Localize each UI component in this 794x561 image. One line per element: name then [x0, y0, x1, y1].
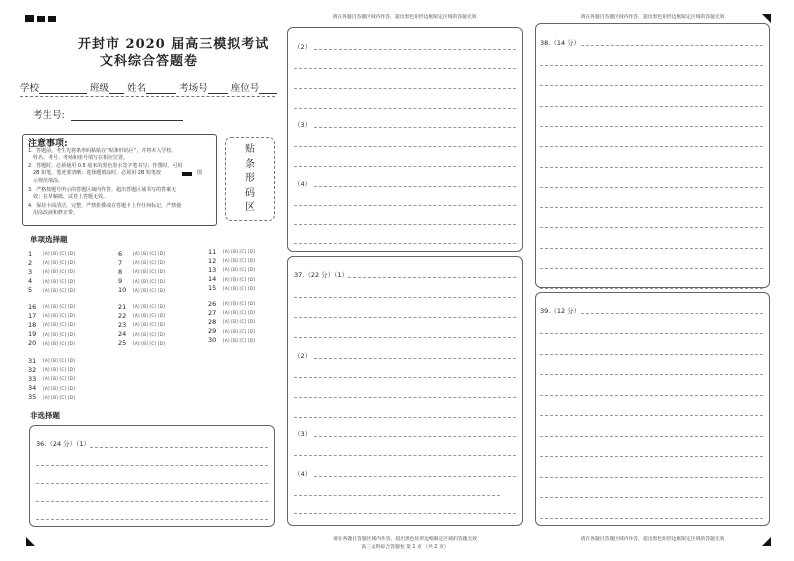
mc-question-row[interactable] — [208, 308, 255, 317]
mc-answer-options[interactable]: [A] [B] [C] [D] — [223, 328, 255, 334]
column3-header-note: 请在各题目答题区域内作答，超出黑色矩形边框限定区域的答题无效 — [580, 15, 725, 20]
answer-line — [540, 65, 763, 66]
barcode-label-char: 条 — [245, 158, 255, 170]
alignment-marker-3 — [48, 16, 56, 22]
mc-question-row[interactable] — [208, 327, 255, 336]
school-label: 学校 — [20, 83, 40, 94]
mc-question-number: 18 — [28, 320, 37, 329]
mc-question-number: 30 — [208, 336, 217, 345]
mc-answer-options[interactable]: [A] [B] [C] [D] — [43, 358, 75, 363]
answer-line — [36, 519, 268, 520]
page-number: 高三文科综合答题卷 第 1 页 （共 2 页） — [361, 545, 449, 550]
answer-line — [540, 106, 763, 107]
mc-question-row[interactable] — [28, 311, 75, 320]
exam-number-label: 考生号: — [33, 110, 65, 121]
name-label: 姓名 — [127, 83, 147, 94]
mc-question-row[interactable] — [28, 339, 75, 348]
mc-question-number: 20 — [28, 339, 37, 348]
answer-line — [294, 377, 516, 378]
answer-line — [540, 436, 763, 437]
mc-question-row[interactable] — [28, 286, 75, 295]
answer-line — [540, 415, 763, 416]
mc-answer-options[interactable]: [A] [B] [C] [D] — [43, 313, 75, 319]
q37-label: 37.（22 分）（1） — [294, 271, 349, 279]
seat-field[interactable] — [259, 85, 277, 94]
room-label: 考场号 — [179, 83, 208, 94]
mc-question-number: 10 — [118, 286, 127, 295]
answer-line — [540, 248, 763, 249]
mc-question-number: 22 — [118, 311, 127, 320]
mc-answer-options[interactable]: [A] [B] [C] [D] — [133, 331, 165, 337]
exam-subtitle: 文科综合答题卷 — [100, 54, 199, 69]
answer-line — [540, 187, 763, 188]
mc-question-number: 11 — [208, 247, 217, 256]
notes-item: 效；在草稿纸、试卷上答题无效。 — [33, 194, 109, 200]
mc-answer-options[interactable]: [A] [B] [C] [D] — [43, 322, 75, 328]
answer-line — [294, 205, 516, 206]
answer-box-q38[interactable] — [535, 23, 770, 288]
student-info-row — [20, 80, 277, 94]
notes-item: 1．答题前，考生先将条形码粘贴在“贴条形码区”，并将本人学校、 — [28, 148, 177, 154]
mc-answer-options[interactable]: [A] [B] [C] [D] — [43, 304, 75, 309]
answer-line — [294, 455, 516, 456]
mc-question-row[interactable] — [208, 317, 255, 326]
answer-line — [314, 476, 516, 477]
nonmc-section-title: 非选择题 — [30, 411, 60, 420]
notes-box — [22, 134, 217, 226]
column3-footer-note: 请在各题目答题区域内作答，超出黑色矩形边框限定区域的答题无效 — [580, 537, 725, 542]
answer-line — [540, 395, 763, 396]
mc-question-row[interactable] — [208, 256, 255, 265]
mc-answer-options[interactable]: [A] [B] [C] [D] — [223, 285, 255, 291]
barcode-area — [225, 137, 275, 221]
mc-question-row[interactable] — [28, 384, 75, 393]
exam-number-row — [33, 107, 183, 121]
answer-line — [294, 495, 500, 496]
answer-line — [314, 49, 516, 50]
mc-answer-options[interactable]: [A] [B] [C] [D] — [133, 340, 165, 346]
answer-line — [540, 85, 763, 86]
mc-answer-options[interactable]: [A] [B] [C] [D] — [43, 367, 75, 373]
answer-box-q39[interactable] — [535, 292, 770, 526]
mc-question-row[interactable] — [118, 267, 165, 276]
mc-answer-options[interactable]: [A] [B] [C] [D] — [223, 276, 255, 282]
mc-answer-options[interactable]: [A] [B] [C] [D] — [133, 287, 165, 293]
mc-answer-options[interactable]: [A] [B] [C] [D] — [43, 260, 75, 266]
mc-question-number: 19 — [28, 330, 37, 339]
exam-number-field[interactable] — [71, 112, 183, 121]
mc-question-number: 7 — [118, 258, 123, 267]
mc-question-row[interactable] — [118, 302, 165, 311]
answer-box-q37[interactable] — [287, 256, 523, 526]
mc-answer-options[interactable]: [A] [B] [C] [D] — [223, 267, 255, 273]
q38-label: 38.（14 分） — [540, 39, 581, 47]
barcode-label-char: 码 — [245, 187, 255, 199]
notes-title: 注意事项: — [28, 139, 68, 149]
mc-question-number: 17 — [28, 311, 37, 320]
seat-label: 座位号 — [230, 83, 260, 94]
mc-question-number: 5 — [28, 286, 33, 295]
mc-answer-options[interactable]: [A] [B] [C] [D] — [43, 287, 75, 293]
answer-box-q36-continued[interactable] — [287, 27, 523, 252]
mc-question-number: 28 — [208, 317, 217, 326]
mc-question-row[interactable] — [28, 356, 75, 365]
mc-answer-options[interactable]: [A] [B] [C] [D] — [43, 331, 75, 337]
notes-item: 用涂改液和修正带。 — [33, 210, 79, 216]
mc-answer-options[interactable]: [A] [B] [C] [D] — [43, 278, 75, 284]
mc-answer-options[interactable]: [A] [B] [C] [D] — [43, 251, 75, 256]
answer-line — [294, 243, 516, 244]
mc-question-row[interactable] — [208, 265, 255, 274]
barcode-label-char: 贴 — [245, 144, 255, 155]
answer-line — [36, 501, 268, 502]
mc-question-row[interactable] — [118, 277, 165, 286]
info-divider — [20, 96, 275, 97]
mc-question-number: 4 — [28, 277, 33, 286]
mc-question-row[interactable] — [118, 339, 165, 348]
answer-line — [540, 288, 763, 289]
mc-question-number: 27 — [208, 308, 217, 317]
mc-answer-options[interactable]: [A] [B] [C] [D] — [133, 313, 165, 319]
mc-answer-options[interactable]: [A] [B] [C] [D] — [133, 304, 165, 309]
answer-line — [294, 166, 516, 167]
mc-question-number: 24 — [118, 330, 127, 339]
answer-line — [540, 497, 763, 498]
q37-part4-label: （4） — [294, 470, 312, 478]
mc-answer-options[interactable]: [A] [B] [C] [D] — [133, 260, 165, 266]
mc-answer-options[interactable]: [A] [B] [C] [D] — [133, 322, 165, 328]
mc-question-row[interactable] — [208, 275, 255, 284]
alignment-marker-1 — [25, 15, 34, 22]
mc-question-number: 15 — [208, 284, 217, 293]
answer-line — [294, 317, 516, 318]
column2-header-note: 请在各题目答题区域内作答，超出黑色矩形边框限定区域的答题无效 — [332, 15, 477, 20]
mc-question-number: 25 — [118, 339, 127, 348]
answer-line — [540, 477, 763, 478]
q36-part4-label: （4） — [294, 180, 312, 188]
mc-question-row[interactable] — [28, 393, 75, 402]
notes-item: 姓名、考号、考场和座号填写在相应位置。 — [33, 155, 129, 161]
notes-item: 2．答题时，必须使用 0.5 毫米的黑色墨水签字笔书写；作图时，可用 — [28, 163, 183, 169]
mc-question-number: 26 — [208, 299, 217, 308]
answer-line — [540, 227, 763, 228]
mc-question-number: 9 — [118, 277, 123, 286]
mc-question-number: 31 — [28, 356, 37, 365]
mc-answer-options[interactable]: [A] [B] [C] [D] — [133, 269, 165, 275]
notes-item: 3．严格按题号所示的答题区域内作答，超出答题区域书写的答案无 — [28, 187, 177, 193]
notes-item: 4．保持卡面清洁，完整，严禁折叠或在答题卡上作任何标记，严禁使 — [28, 203, 182, 209]
answer-line — [540, 518, 763, 519]
fill-sample-mark — [182, 172, 192, 176]
mc-answer-options[interactable]: [A] [B] [C] [D] — [223, 249, 255, 254]
mc-question-row[interactable] — [28, 267, 75, 276]
mc-answer-options[interactable]: [A] [B] [C] [D] — [43, 340, 75, 346]
answer-line — [314, 358, 516, 359]
q36-label: 36.（24 分）（1） — [36, 440, 91, 448]
alignment-marker-2 — [37, 16, 45, 22]
mc-question-row[interactable] — [208, 299, 255, 308]
exam-title: 开封市 2020 届高三模拟考试 — [78, 37, 270, 52]
mc-question-row[interactable] — [118, 249, 165, 258]
mc-question-number: 35 — [28, 393, 37, 402]
mc-question-row[interactable] — [208, 247, 255, 256]
answer-line — [540, 126, 763, 127]
school-field[interactable] — [39, 85, 87, 94]
answer-line — [294, 224, 516, 225]
mc-question-row[interactable] — [118, 330, 165, 339]
mc-question-number: 6 — [118, 249, 123, 258]
notes-item-suffix: 图 — [197, 170, 203, 176]
answer-line — [36, 483, 268, 484]
mc-answer-options[interactable]: [A] [B] [C] [D] — [223, 319, 255, 325]
answer-line — [294, 297, 516, 298]
answer-line — [90, 447, 268, 448]
mc-question-number: 1 — [28, 249, 33, 258]
mc-answer-options[interactable]: [A] [B] [C] [D] — [133, 251, 165, 256]
answer-line — [294, 88, 516, 89]
answer-line — [540, 207, 763, 208]
mc-question-number: 33 — [28, 374, 37, 383]
mc-question-row[interactable] — [28, 302, 75, 311]
answer-line — [294, 146, 516, 147]
q36-part3-label: （3） — [294, 121, 312, 129]
mc-question-row[interactable] — [28, 320, 75, 329]
mc-question-row[interactable] — [28, 258, 75, 267]
answer-line — [294, 337, 516, 338]
notes-item: 2B 铅笔，笔迹要清晰；选择题填涂时，必须用 2B 铅笔按 — [33, 170, 161, 176]
mc-question-number: 21 — [118, 302, 127, 311]
mc-question-number: 16 — [28, 302, 37, 311]
answer-line — [540, 146, 763, 147]
mc-answer-options[interactable]: [A] [B] [C] [D] — [43, 385, 75, 391]
q37-part2-label: （2） — [294, 352, 312, 360]
mc-question-number: 14 — [208, 275, 217, 284]
mc-question-row[interactable] — [208, 336, 255, 345]
answer-line — [294, 417, 516, 418]
mc-answer-options[interactable]: [A] [B] [C] [D] — [223, 258, 255, 264]
mc-answer-options[interactable]: [A] [B] [C] [D] — [223, 301, 255, 306]
answer-line — [540, 354, 763, 355]
answer-line — [36, 465, 268, 466]
mc-question-number: 3 — [28, 267, 33, 276]
class-label: 班级 — [90, 83, 110, 94]
mc-question-number: 2 — [28, 258, 33, 267]
answer-line — [314, 127, 516, 128]
mc-question-number: 34 — [28, 384, 37, 393]
barcode-label-char: 区 — [245, 202, 255, 213]
q37-part3-label: （3） — [294, 430, 312, 438]
mc-question-row[interactable] — [28, 374, 75, 383]
mc-question-row[interactable] — [118, 320, 165, 329]
notes-item: 示规范填涂。 — [33, 178, 64, 184]
answer-line — [314, 186, 516, 187]
mc-question-number: 32 — [28, 365, 37, 374]
answer-box-q36[interactable] — [29, 425, 275, 527]
mc-answer-options[interactable]: [A] [B] [C] [D] — [223, 310, 255, 316]
mc-question-row[interactable] — [118, 286, 165, 295]
mc-question-number: 13 — [208, 265, 217, 274]
mc-answer-options[interactable]: [A] [B] [C] [D] — [133, 278, 165, 284]
mc-question-row[interactable] — [28, 330, 75, 339]
mc-question-number: 29 — [208, 327, 217, 336]
answer-line — [294, 68, 516, 69]
answer-line — [540, 374, 763, 375]
class-field[interactable] — [109, 85, 124, 94]
answer-line — [294, 397, 516, 398]
answer-line — [581, 45, 763, 46]
mc-question-row[interactable] — [28, 365, 75, 374]
answer-line — [348, 277, 516, 278]
mc-answer-options[interactable]: [A] [B] [C] [D] — [43, 376, 75, 382]
mc-question-number: 23 — [118, 320, 127, 329]
corner-mark-bottom-left — [26, 537, 35, 546]
mc-answer-options[interactable]: [A] [B] [C] [D] — [43, 394, 75, 400]
answer-line — [540, 167, 763, 168]
mc-answer-options[interactable]: [A] [B] [C] [D] — [223, 337, 255, 343]
answer-line — [581, 313, 763, 314]
mc-answer-options[interactable]: [A] [B] [C] [D] — [43, 269, 75, 275]
q36-part2-label: （2） — [294, 43, 312, 51]
name-field[interactable] — [146, 85, 176, 94]
mc-question-row[interactable] — [118, 311, 165, 320]
answer-line — [540, 456, 763, 457]
answer-line — [294, 513, 516, 514]
mc-question-number: 8 — [118, 267, 123, 276]
answer-line — [314, 436, 516, 437]
answer-line — [294, 108, 516, 109]
mc-section-title: 单项选择题 — [30, 235, 68, 244]
room-field[interactable] — [208, 85, 228, 94]
mc-question-row[interactable] — [118, 258, 165, 267]
answer-line — [540, 268, 763, 269]
mc-question-row[interactable] — [208, 284, 255, 293]
barcode-label-char: 形 — [245, 173, 255, 184]
mc-question-row[interactable] — [28, 277, 75, 286]
q39-label: 39.（12 分） — [540, 307, 581, 315]
answer-line — [540, 333, 763, 334]
mc-question-row[interactable] — [28, 249, 75, 258]
mc-question-number: 12 — [208, 256, 217, 265]
column2-footer-note: 请在各题目答题区域内作答，超出黑色矩形边框限定区域的答题无效 — [333, 537, 477, 542]
